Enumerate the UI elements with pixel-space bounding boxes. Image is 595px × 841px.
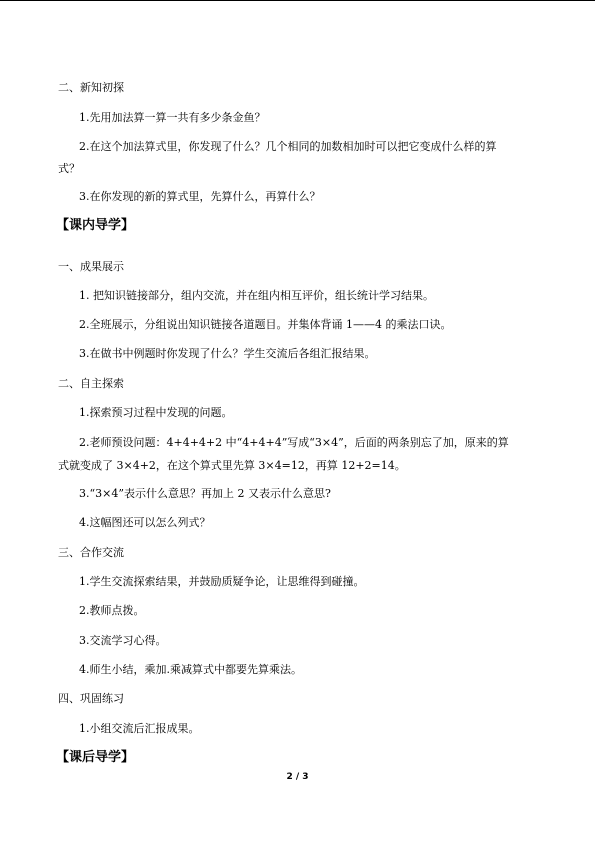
- paragraph: 3.在你发现的新的算式里，先算什么，再算什么？: [79, 190, 321, 203]
- page-top-border: [0, 0, 595, 1]
- paragraph: 2.全班展示，分组说出知识链接各道题目。并集体背诵 1——4 的乘法口诀。: [79, 318, 452, 331]
- title-after-class: 【课后导学】: [56, 750, 135, 765]
- section-heading-new-knowledge: 二、新知初探: [58, 81, 124, 94]
- section-heading-cooperation: 三、合作交流: [58, 546, 124, 559]
- paragraph: 2.老师预设问题：4+4+4+2 中“4+4+4”写成“3×4”，后面的两条别忘了加，原来的算: [79, 436, 509, 449]
- paragraph: 3.交流学习心得。: [79, 634, 167, 647]
- section-heading-practice: 四、巩固练习: [58, 692, 124, 705]
- paragraph: 3.“3×4”表示什么意思？再加上 2 又表示什么意思?: [79, 487, 331, 500]
- paragraph: 1. 把知识链接部分，组内交流，并在组内相互评价，组长统计学习结果。: [79, 289, 434, 302]
- paragraph: 1.先用加法算一算一共有多少条金鱼？: [79, 111, 266, 124]
- paragraph-continuation: 式就变成了 3×4+2，在这个算式里先算 3×4=12，再算 12+2=14。: [58, 459, 406, 472]
- paragraph: 4.这幅图还可以怎么列式？: [79, 516, 211, 529]
- paragraph: 1.探索预习过程中发现的问题。: [79, 406, 233, 419]
- page-number: 2 / 3: [286, 772, 309, 782]
- paragraph: 1.学生交流探索结果，并鼓励质疑争论，让思维得到碰撞。: [79, 575, 365, 588]
- paragraph-continuation: 式？: [58, 162, 80, 175]
- paragraph: 2.在这个加法算式里，你发现了什么？几个相同的加数相加时可以把它变成什么样的算: [79, 140, 497, 153]
- title-class-guide: 【课内导学】: [56, 218, 135, 233]
- paragraph: 3.在做书中例题时你发现了什么？学生交流后各组汇报结果。: [79, 347, 376, 360]
- paragraph: 1.小组交流后汇报成果。: [79, 722, 200, 735]
- paragraph: 4.师生小结，乘加.乘减算式中都要先算乘法。: [79, 663, 302, 676]
- section-heading-self-explore: 二、自主探索: [58, 377, 124, 390]
- section-heading-results: 一、成果展示: [58, 260, 124, 273]
- paragraph: 2.教师点拨。: [79, 604, 145, 617]
